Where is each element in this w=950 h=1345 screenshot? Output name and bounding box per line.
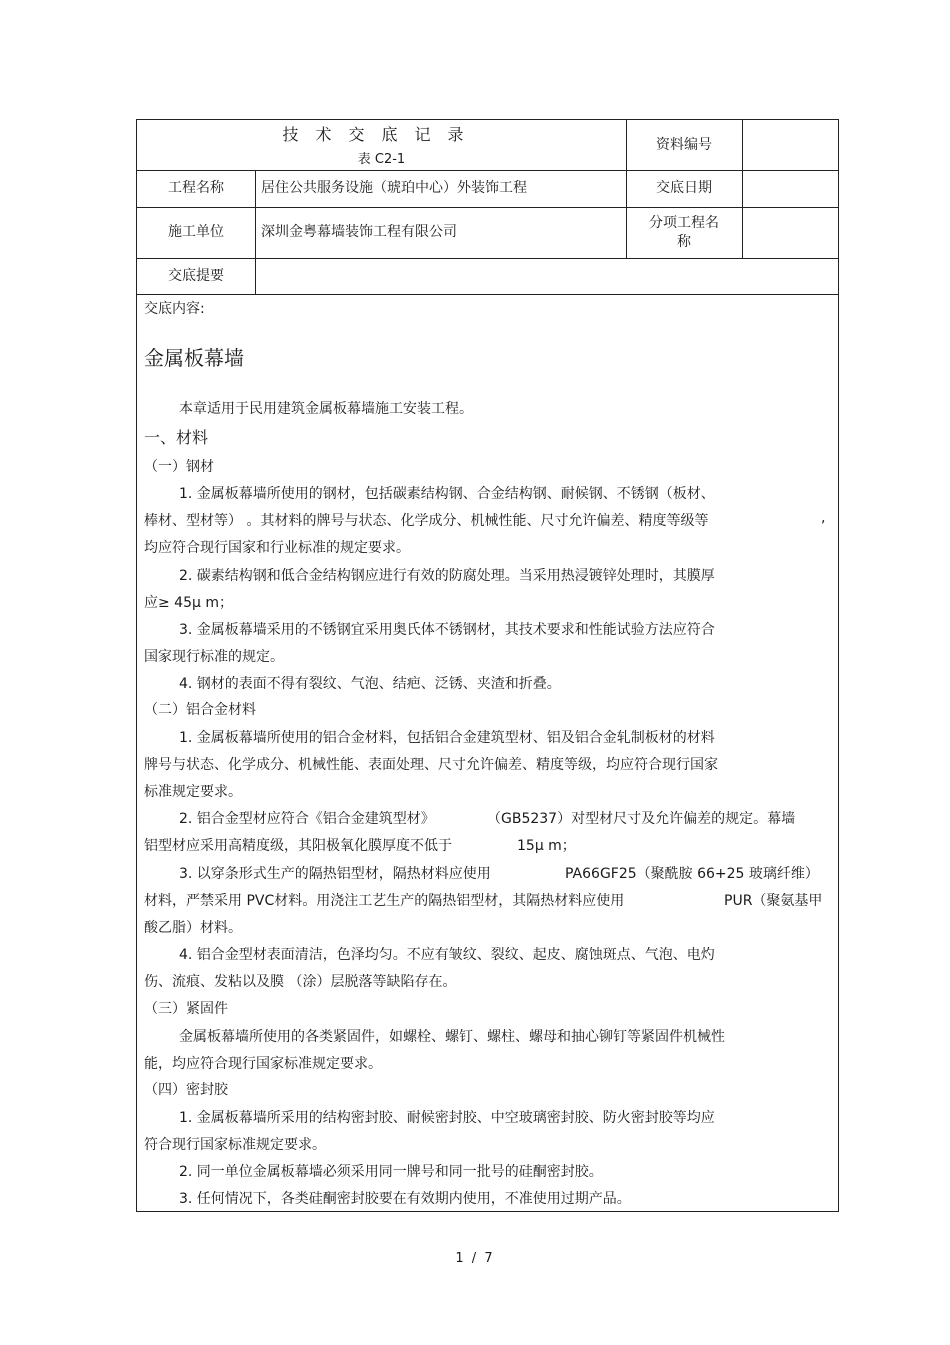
summary-label: 交底提要 xyxy=(168,267,224,284)
date-label: 交底日期 xyxy=(656,180,712,197)
alu-p2-line1a: 2. 铝合金型材应符合《铝合金建筑型材》 xyxy=(179,811,435,827)
alu-p2-line2b: 15μ m； xyxy=(517,838,576,854)
project-name-value: 居住公共服务设施（琥珀中心）外装饰工程 xyxy=(261,180,527,197)
subsection-fasteners: （三）紧固件 xyxy=(144,1001,228,1017)
subsection-aluminium: （二）铝合金材料 xyxy=(144,702,256,718)
sealant-p3-line1: 3. 任何情况下，各类硅酮密封胶要在有效期内使用，不准使用过期产品。 xyxy=(179,1191,631,1207)
steel-p1-line2-comma: , xyxy=(821,510,826,526)
steel-p1-line2: 棒材、型材等） 。其材料的牌号与状态、化学成分、机械性能、尺寸允许偏差、精度等级等 xyxy=(144,513,709,529)
alu-p3-line3: 酸乙脂）材料。 xyxy=(144,920,242,936)
alu-p4-line2: 伤、流痕、发粘以及膜 （涂）层脱落等缺陷存在。 xyxy=(144,974,457,990)
fastener-p1-line1: 金属板幕墙所使用的各类紧固件，如螺栓、螺钉、螺柱、螺母和抽心铆钉等紧固件机械性 xyxy=(179,1029,725,1045)
contractor-label: 施工单位 xyxy=(168,224,224,241)
summary-value xyxy=(255,258,838,294)
page-title: 技术交底记录 xyxy=(282,125,481,144)
steel-p3-line1: 3. 金属板幕墙采用的不锈钢宜采用奥氏体不锈钢材，其技术要求和性能试验方法应符合 xyxy=(179,622,715,638)
date-value xyxy=(742,170,838,207)
section-materials: 一、材料 xyxy=(144,428,209,447)
alu-p3-line2b: PUR（聚氨基甲 xyxy=(724,893,823,909)
subproject-label xyxy=(626,207,742,258)
alu-p4-line1: 4. 铝合金型材表面清洁，色泽均匀。不应有皱纹、裂纹、起皮、腐蚀斑点、气泡、电灼 xyxy=(179,947,715,963)
steel-p3-line2: 国家现行标准的规定。 xyxy=(144,649,284,665)
alu-p1-line1: 1. 金属板幕墙所使用的铝合金材料，包括铝合金建筑型材、铝及铝合金轧制板材的材料 xyxy=(179,730,715,746)
project-name-label: 工程名称 xyxy=(168,180,224,197)
section-heading: 金属板幕墙 xyxy=(144,346,244,370)
content-label: 交底内容: xyxy=(144,301,205,317)
steel-p2-line2: 应≥ 45μ m； xyxy=(144,595,233,611)
subproject-label-line2: 称 xyxy=(677,233,691,250)
subsection-sealant: （四）密封胶 xyxy=(144,1082,228,1098)
content-area xyxy=(137,294,838,1211)
subproject-value xyxy=(742,207,838,258)
subproject-label-line1: 分项工程名 xyxy=(649,215,719,232)
steel-p4-line1: 4. 钢材的表面不得有裂纹、气泡、结疤、泛锈、夹渣和折叠。 xyxy=(179,676,561,692)
alu-p3-line1a: 3. 以穿条形式生产的隔热铝型材，隔热材料应使用 xyxy=(179,866,491,882)
doc-no-label: 资料编号 xyxy=(656,136,712,153)
subsection-steel: （一）钢材 xyxy=(144,459,214,475)
steel-p2-line1: 2. 碳素结构钢和低合金结构钢应进行有效的防腐处理。当采用热浸镀锌处理时，其膜厚 xyxy=(179,568,715,584)
doc-no-value xyxy=(742,120,838,170)
alu-p2-line1b: （GB5237）对型材尺寸及允许偏差的规定。幕墙 xyxy=(487,811,796,827)
steel-p1-line3: 均应符合现行国家和行业标准的规定要求。 xyxy=(144,540,410,556)
intro-text: 本章适用于民用建筑金属板幕墙施工安装工程。 xyxy=(179,401,473,417)
steel-p1-line1: 1. 金属板幕墙所使用的钢材，包括碳素结构钢、合金结构钢、耐候钢、不锈钢（板材、 xyxy=(179,486,715,502)
alu-p1-line3: 标准规定要求。 xyxy=(144,784,242,800)
form-number: 表 C2-1 xyxy=(357,152,406,167)
sealant-p1-line2: 符合现行国家标准规定要求。 xyxy=(144,1137,326,1153)
page-number: 1 / 7 xyxy=(455,1251,495,1266)
sealant-p2-line1: 2. 同一单位金属板幕墙必须采用同一牌号和同一批号的硅酮密封胶。 xyxy=(179,1164,603,1180)
contractor-value: 深圳金粤幕墙装饰工程有限公司 xyxy=(261,224,457,241)
alu-p3-line2a: 材料，严禁采用 PVC材料。用浇注工艺生产的隔热铝型材，其隔热材料应使用 xyxy=(144,893,625,909)
alu-p3-line1b: PA66GF25（聚酰胺 66+25 玻璃纤维） xyxy=(565,866,819,882)
alu-p2-line2a: 铝型材应采用高精度级，其阳极氧化膜厚度不低于 xyxy=(144,838,452,854)
sealant-p1-line1: 1. 金属板幕墙所采用的结构密封胶、耐候密封胶、中空玻璃密封胶、防火密封胶等均应 xyxy=(179,1110,715,1126)
record-table xyxy=(136,119,839,1212)
fastener-p1-line2: 能，均应符合现行国家标准规定要求。 xyxy=(144,1056,382,1072)
alu-p1-line2: 牌号与状态、化学成分、机械性能、表面处理、尺寸允许偏差、精度等级，均应符合现行国家 xyxy=(144,757,718,773)
